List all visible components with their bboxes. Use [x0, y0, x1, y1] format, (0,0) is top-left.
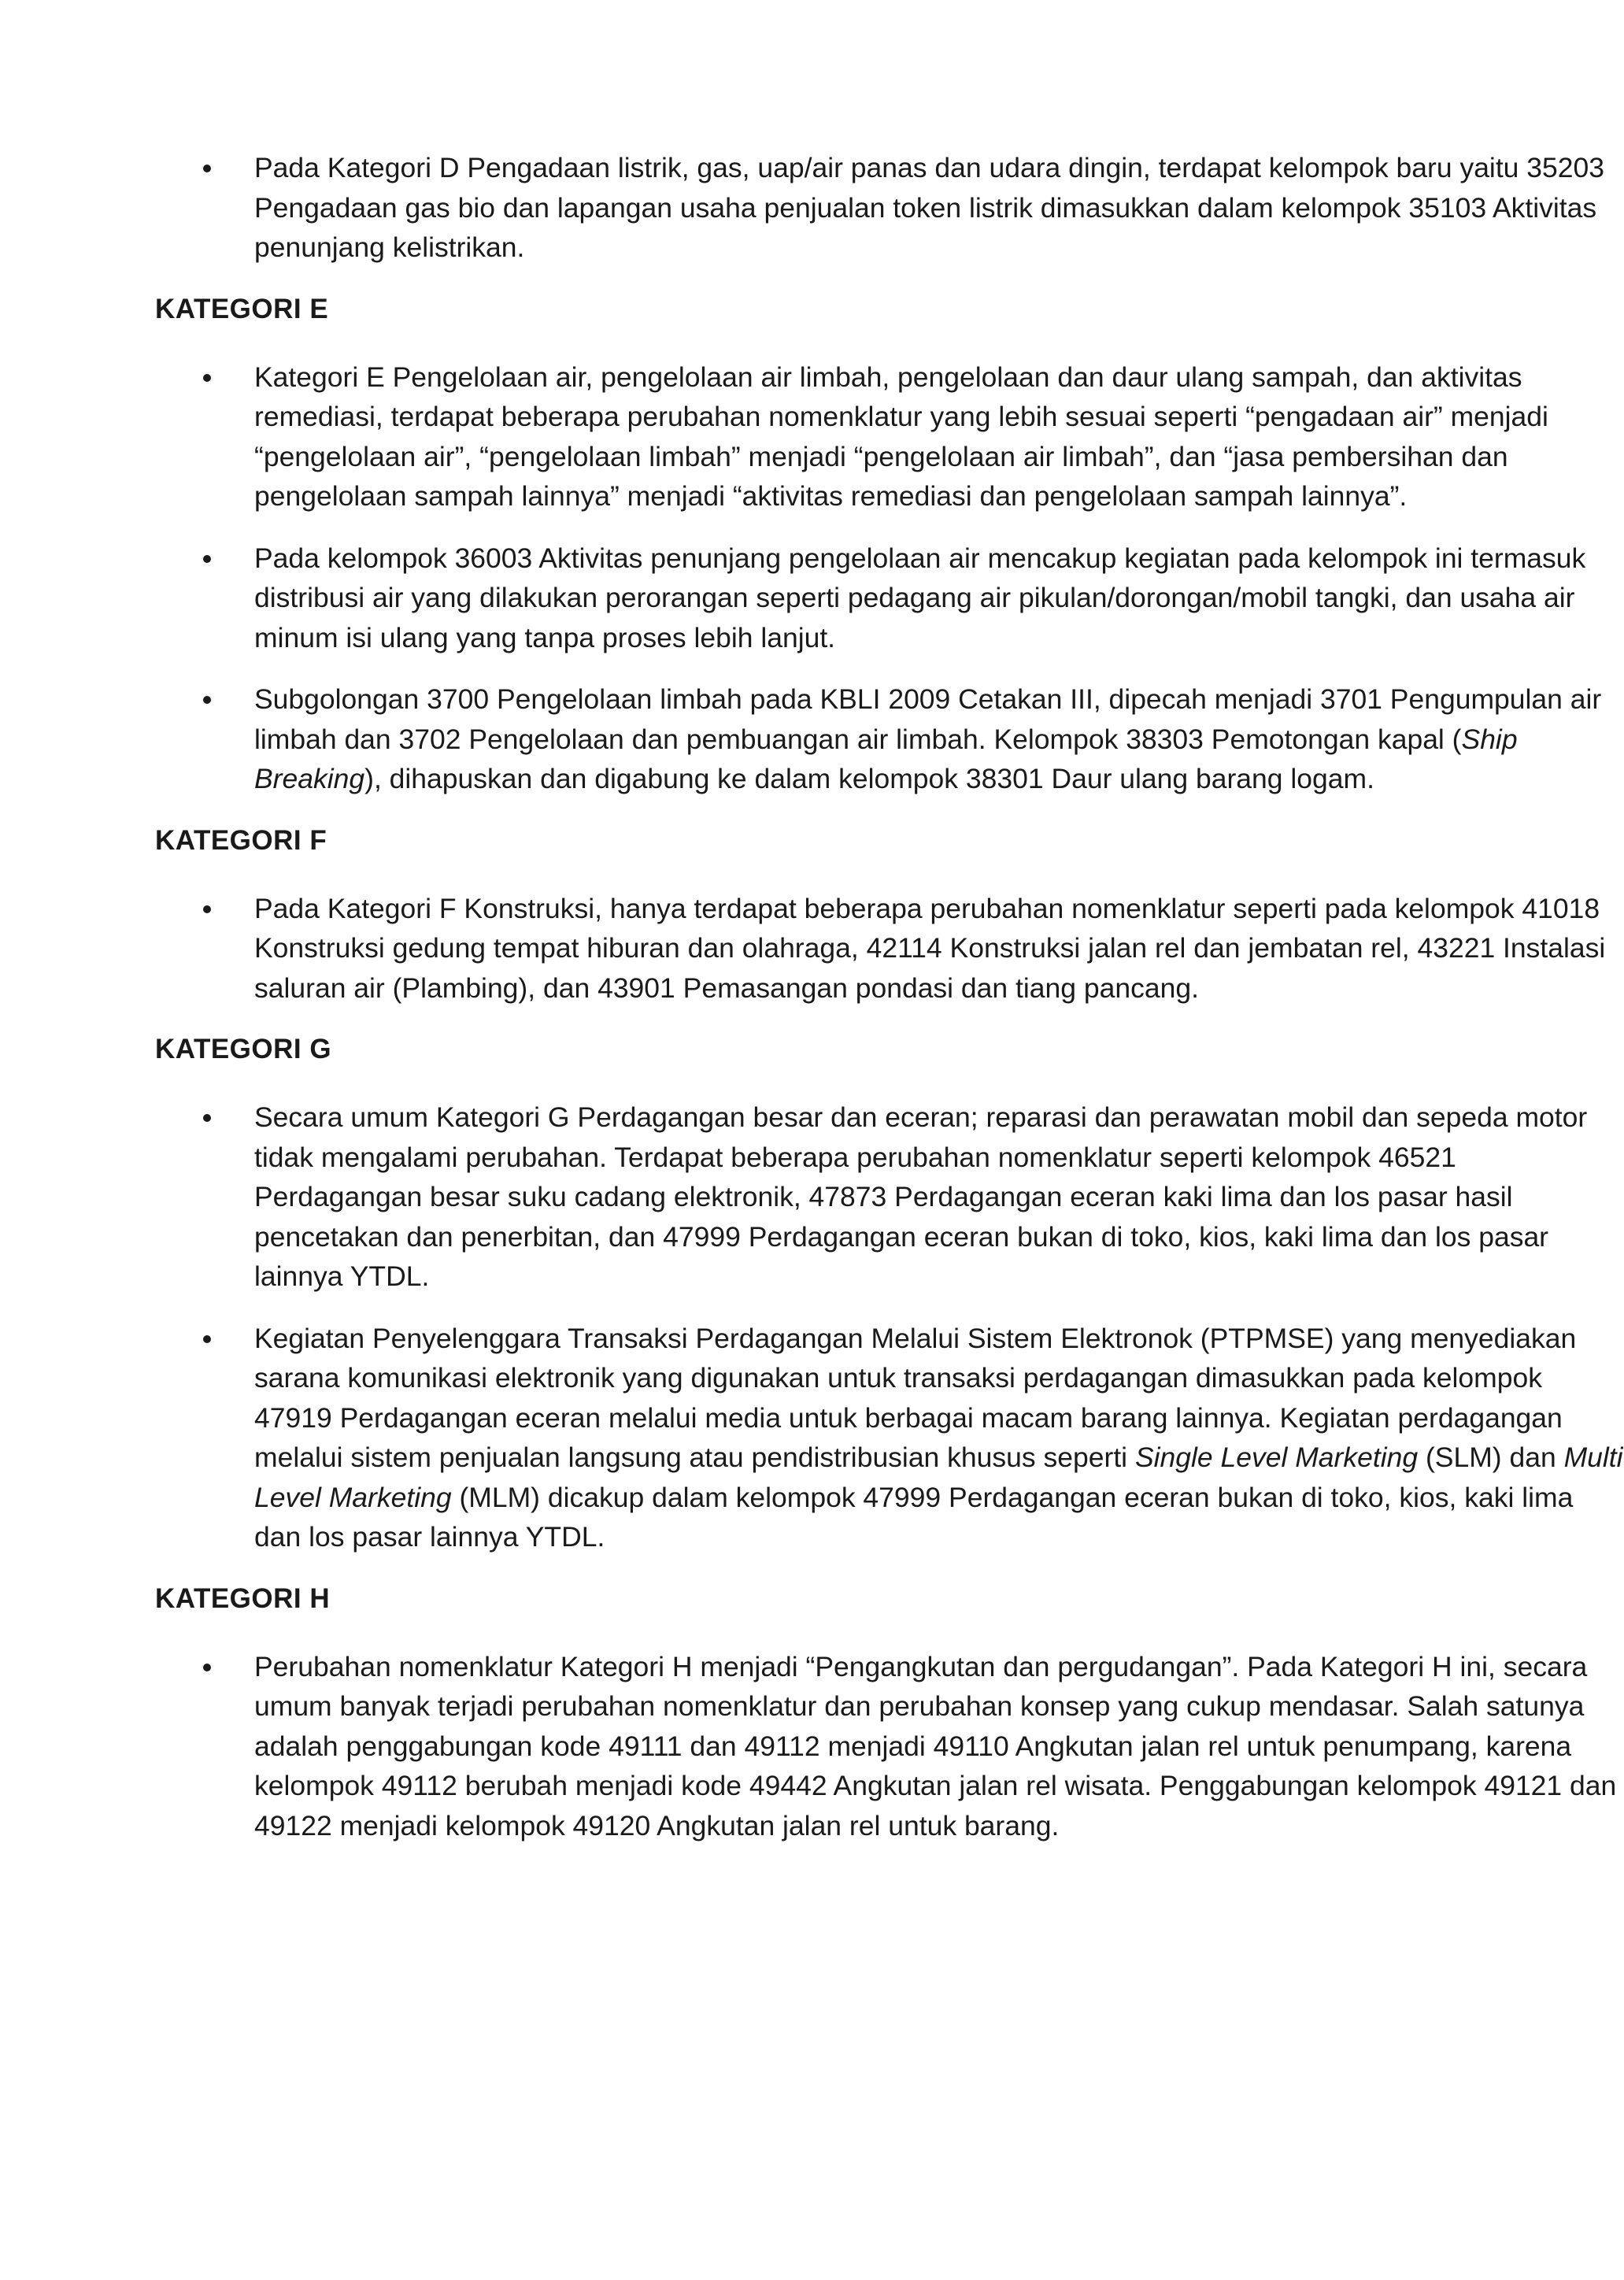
bullet-text — [254, 542, 1585, 653]
bullet-dot-icon — [203, 1335, 211, 1343]
bullet-item — [155, 679, 1624, 799]
bullet-list — [155, 1097, 1623, 1557]
document-body — [155, 148, 1623, 1867]
bullet-item — [155, 148, 1624, 268]
bullet-text — [254, 683, 1601, 794]
italic-term: Multi Level Marketing — [254, 1442, 1623, 1513]
bullet-list — [155, 889, 1606, 1009]
section-heading: KATEGORI G — [155, 1034, 332, 1064]
bullet-text — [254, 893, 1605, 1004]
bullet-text — [254, 1651, 1616, 1841]
bullet-item — [155, 1647, 1624, 1846]
bullet-item — [155, 1097, 1624, 1297]
section-heading: KATEGORI F — [155, 824, 327, 856]
text-segment: Pada Kategori F Konstruksi, hanya terdapat beberapa perubahan nomenklatur seperti pada kelompok 41018 Konstruksi gedung tempat hiburan dan olahraga, 42114 Konstruksi jalan rel dan jembatan rel, 43221 Instalasi saluran air (Plambing), dan 43901 Pemasangan pondasi dan tiang pancang. — [254, 892, 1606, 1004]
bullet-text — [254, 152, 1604, 263]
text-segment: Perubahan nomenklatur Kategori H menjadi “Pengangkutan dan pergudangan”. Pada Kategori H ini, secara umum banyak terjadi perubahan nomenklatur dan perubahan konsep yang cukup mendasar. Salah satunya adalah penggabungan kode 49111 dan 49112 menjadi 49110 Angkutan jalan rel untuk penumpang, karena kelompok 49112 berubah menjadi kode 49442 Angkutan jalan rel wisata. Penggabungan kelompok 49121 dan 49122 menjadi kelompok 49120 Angkutan jalan rel untuk barang. — [254, 1650, 1617, 1841]
bullet-dot-icon — [203, 905, 211, 913]
text-segment: (MLM) dicakup dalam kelompok 47999 Perdagangan eceran bukan di toko, kios, kaki lima dan los pasar lainnya YTDL. — [254, 1481, 1574, 1553]
section-heading: KATEGORI E — [155, 293, 329, 324]
bullet-item — [155, 539, 1624, 658]
bullet-list — [155, 357, 1602, 799]
bullet-dot-icon — [203, 1114, 211, 1122]
bullet-text — [254, 361, 1548, 513]
text-segment: Pada Kategori D Pengadaan listrik, gas, uap/air panas dan udara dingin, terdapat kelompok baru yaitu 35203 Pengadaan gas bio dan lapangan usaha penjualan token listrik dimasukkan dalam kelompok 35103 Aktivitas penunjang kelistrikan. — [254, 152, 1605, 263]
text-segment: Pada kelompok 36003 Aktivitas penunjang pengelolaan air mencakup kegiatan pada kelompok ini termasuk distribusi air yang dilakukan perorangan seperti pedagang air pikulan/dorongan/mobil tangki, dan usaha air minum isi ulang yang tanpa proses lebih lanjut. — [254, 542, 1586, 653]
bullet-list — [155, 1647, 1617, 1846]
bullet-dot-icon — [203, 374, 211, 382]
bullet-item — [155, 1319, 1624, 1557]
section-heading: KATEGORI H — [155, 1582, 331, 1614]
bullet-dot-icon — [203, 165, 211, 172]
text-segment: Secara umum Kategori G Perdagangan besar dan eceran; reparasi dan perawatan mobil dan sepeda motor tidak mengalami perubahan. Terdapat beberapa perubahan nomenklatur seperti kelompok 46521 Perdagangan besar suku cadang elektronik, 47873 Perdagangan eceran kaki lima dan los pasar hasil pencetakan dan penerbitan, dan 47999 Perdagangan eceran bukan di toko, kios, kaki lima dan los pasar lainnya YTDL. — [254, 1101, 1588, 1292]
text-segment: ), dihapuskan dan digabung ke dalam kelompok 38301 Daur ulang barang logam. — [364, 763, 1374, 794]
bullet-dot-icon — [203, 696, 211, 704]
bullet-item — [155, 889, 1624, 1009]
text-segment: Kategori E Pengelolaan air, pengelolaan air limbah, pengelolaan dan daur ulang sampah, dan aktivitas remediasi, terdapat beberapa perubahan nomenklatur yang lebih sesuai seperti “pengadaan air” menjadi “pengelolaan air”, “pengelolaan limbah” menjadi “pengelolaan air limbah”, dan “jasa pembersihan dan pengelolaan sampah lainnya” menjadi “aktivitas remediasi dan pengelolaan sampah lainnya”. — [254, 361, 1548, 512]
bullet-dot-icon — [203, 1664, 211, 1671]
italic-term: Single Level Marketing — [1134, 1442, 1419, 1473]
text-segment: Subgolongan 3700 Pengelolaan limbah pada KBLI 2009 Cetakan III, dipecah menjadi 3701 Pengumpulan air limbah dan 3702 Pengelolaan dan pembuangan air limbah. Kelompok 38303 Pemotongan kapal ( — [254, 683, 1602, 755]
text-segment: (SLM) dan — [1418, 1442, 1564, 1473]
bullet-item — [155, 357, 1624, 516]
italic-term: Ship Breaking — [254, 723, 1518, 794]
bullet-text — [254, 1323, 1623, 1553]
text-segment: Kegiatan Penyelenggara Transaksi Perdagangan Melalui Sistem Elektronok (PTPMSE) yang menyediakan sarana komunikasi elektronik yang digunakan untuk transaksi perdagangan dimasukkan pada kelompok 47919 Perdagangan eceran melalui media untuk berbagai macam barang lainnya. Kegiatan perdagangan melalui sistem penjualan langsung atau pendistribusian khusus seperti — [254, 1322, 1577, 1473]
bullet-text — [254, 1101, 1587, 1292]
bullet-list — [155, 148, 1605, 268]
bullet-dot-icon — [203, 555, 211, 563]
